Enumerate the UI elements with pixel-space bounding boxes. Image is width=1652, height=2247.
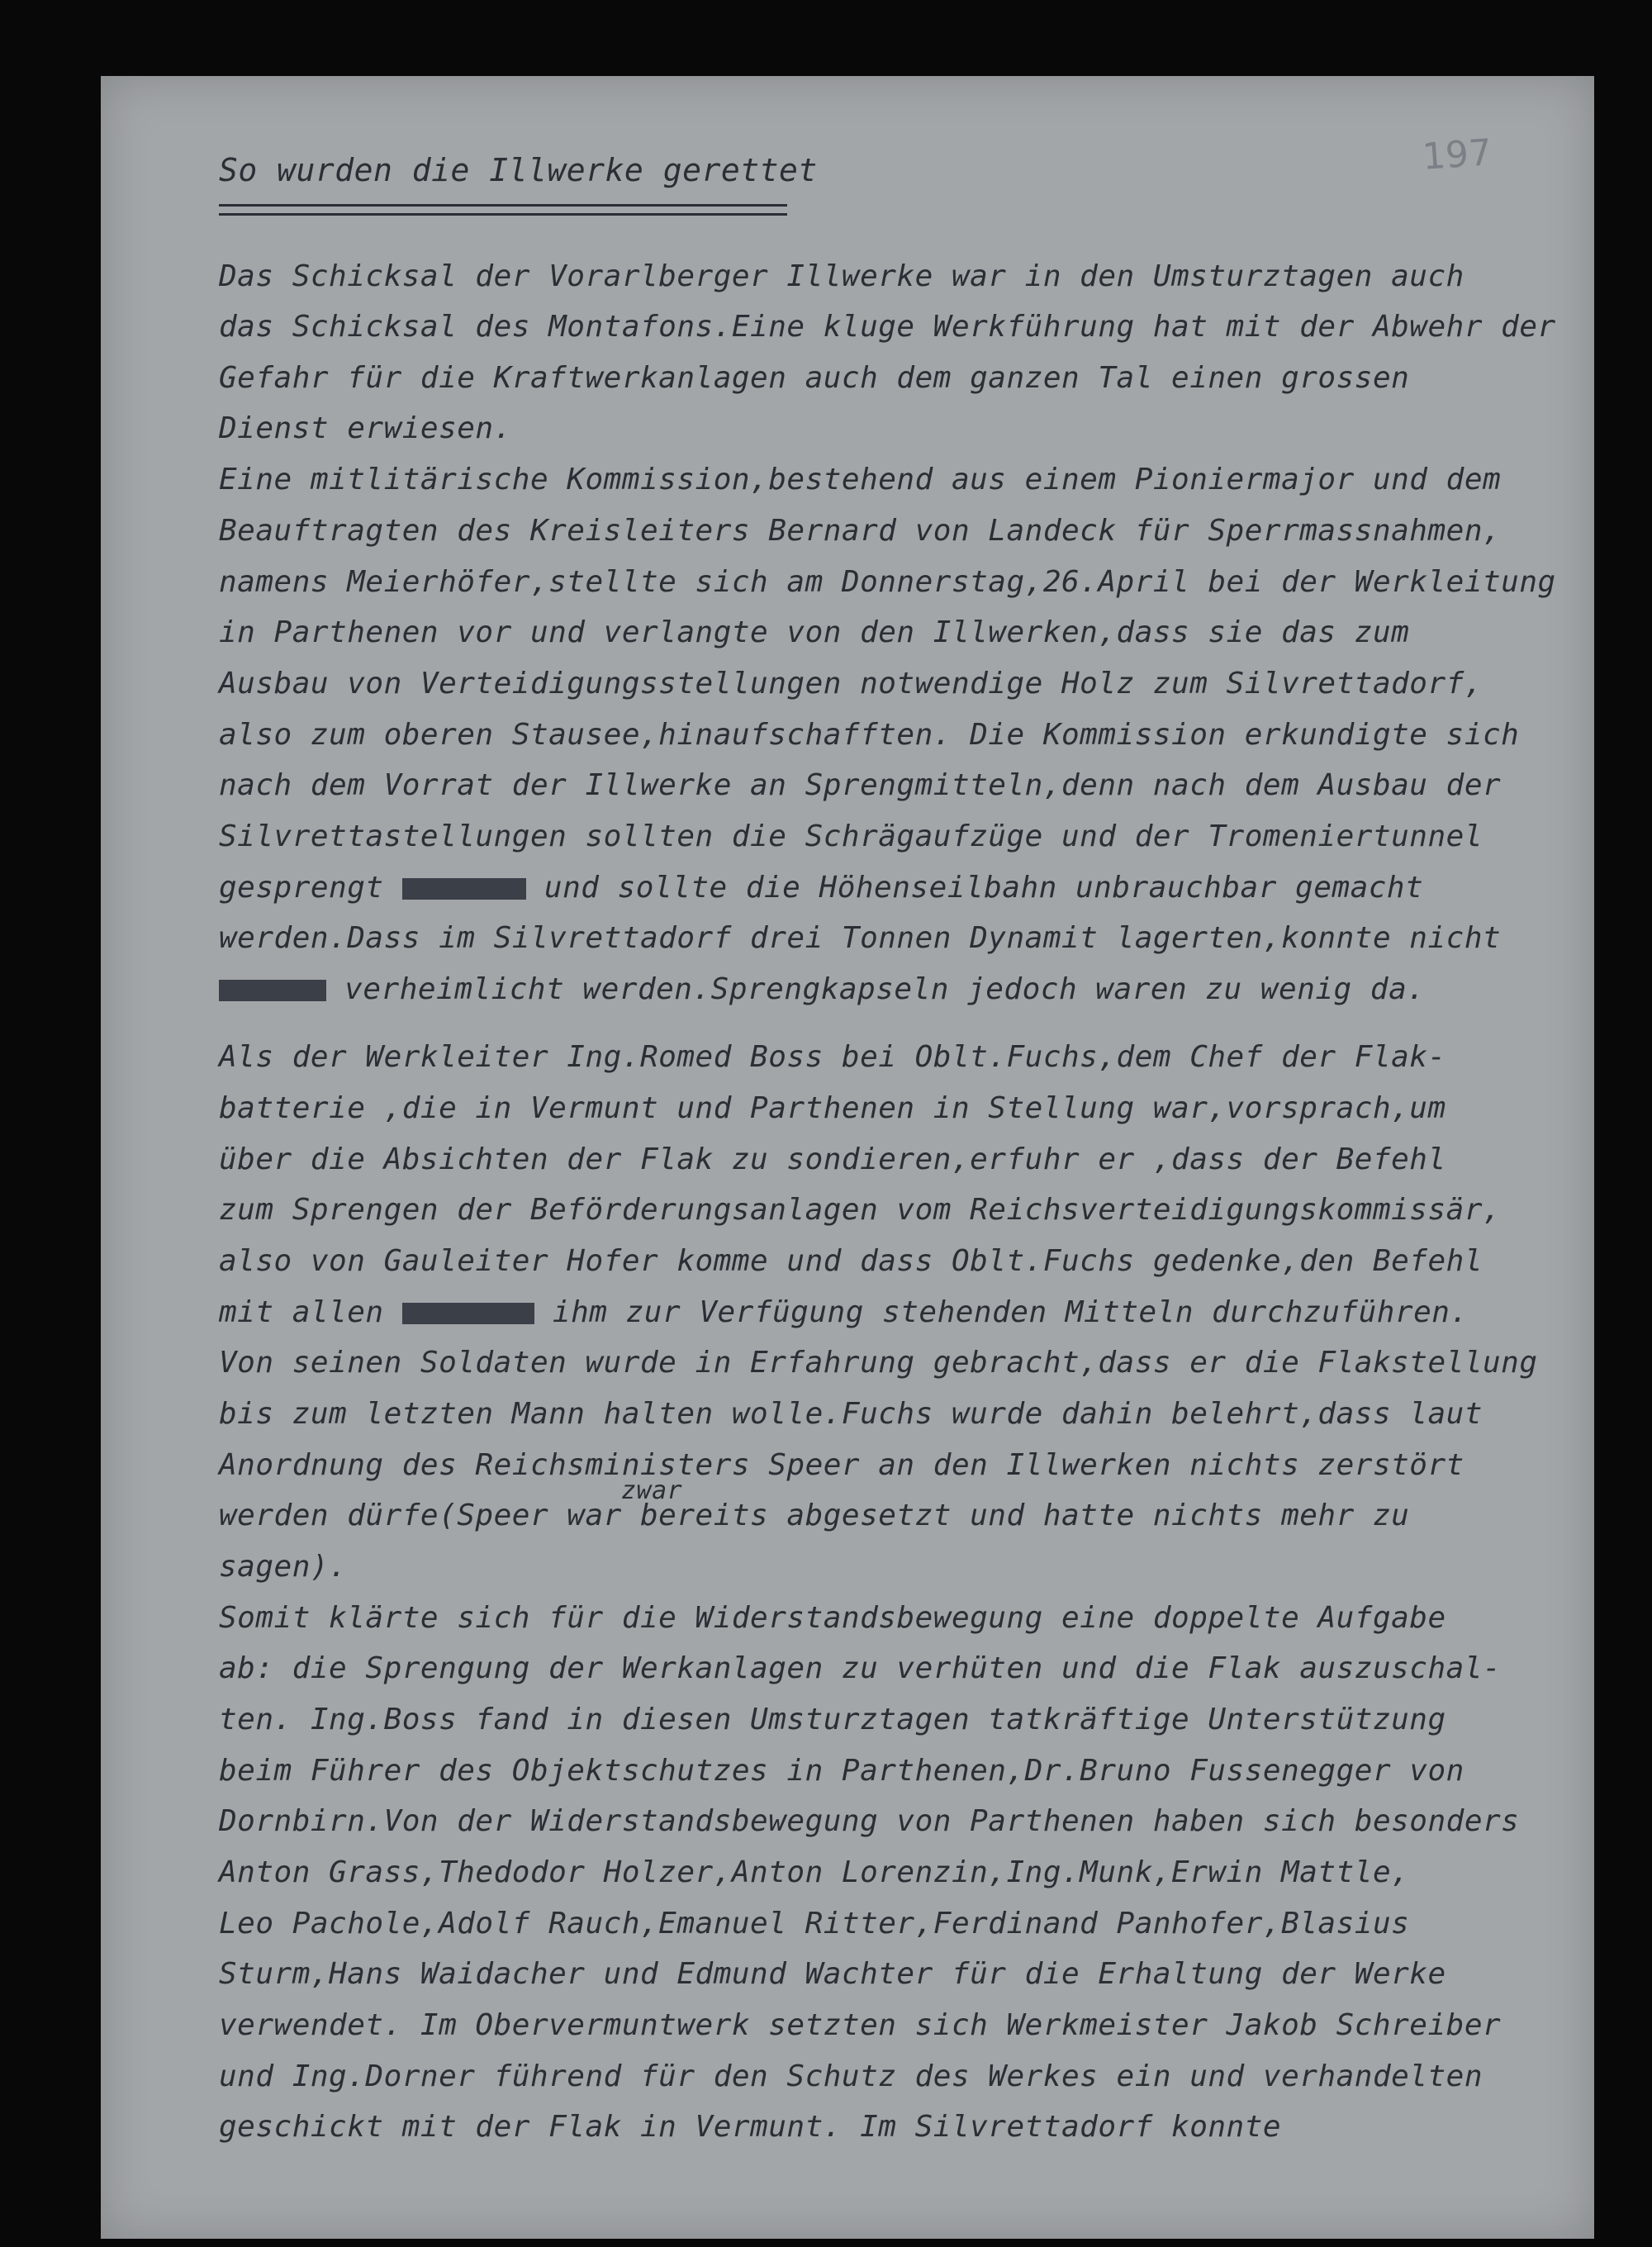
text-line-15-end: verheimlicht werden.Sprengkapseln jedoch waren zu wenig da.	[326, 972, 1426, 1006]
text-line-21	[219, 1295, 1469, 1330]
document-title: So wurden die Illwerke gerettet	[219, 152, 818, 188]
text-line-32: Anton Grass,Thedodor Holzer,Anton Lorenzin,Ing.Munk,Erwin Mattle,	[219, 1855, 1410, 1889]
text-line-22: Von seinen Soldaten wurde in Erfahrung gebracht,dass er die Flakstellung	[219, 1346, 1538, 1380]
text-line-20: also von Gauleiter Hofer komme und dass Oblt.Fuchs gedenke,den Befehl	[219, 1244, 1483, 1278]
text-line-35: verwendet. Im Obervermuntwerk setzten sich Werkmeister Jakob Schreiber	[219, 2008, 1502, 2042]
text-line-26: sagen).	[219, 1550, 348, 1584]
text-line-18: über die Absichten der Flak zu sondieren,erfuhr er ,dass der Befehl	[219, 1143, 1446, 1176]
text-line-21-end: ihm zur Verfügung stehenden Mitteln durchzuführen.	[534, 1295, 1469, 1329]
text-line-37: geschickt mit der Flak in Vermunt. Im Silvrettadorf konnte	[219, 2110, 1282, 2144]
page-number: 197	[1421, 131, 1493, 178]
text-line-17: batterie ,die in Vermunt und Parthenen in Stellung war,vorsprach,um	[219, 1091, 1446, 1125]
struck-through-word	[402, 1303, 534, 1324]
text-line-25: werden dürfe(Speer war bereits abgesetzt und hatte nichts mehr zu	[219, 1499, 1410, 1532]
text-line-2: das Schicksal des Montafons.Eine kluge Werkführung hat mit der Abwehr der	[219, 310, 1556, 344]
text-line-9: Ausbau von Verteidigungsstellungen notwendige Holz zum Silvrettadorf,	[219, 667, 1483, 701]
text-line-19: zum Sprengen der Beförderungsanlagen vom Reichsverteidigungskommissär,	[219, 1193, 1502, 1227]
text-line-4: Dienst erwiesen.	[219, 411, 512, 445]
text-line-10: also zum oberen Stausee,hinaufschafften. Die Kommission erkundigte sich	[219, 718, 1520, 752]
text-line-13-start: gesprengt	[219, 871, 402, 905]
text-line-15	[219, 972, 1425, 1007]
text-line-12: Silvrettastellungen sollten die Schrägaufzüge und der Tromeniertunnel	[219, 819, 1483, 853]
struck-through-word	[219, 980, 326, 1001]
text-line-24: Anordnung des Reichsministers Speer an den Illwerken nichts zerstört	[219, 1448, 1464, 1482]
text-line-6: Beauftragten des Kreisleiters Bernard von Landeck für Sperrmassnahmen,	[219, 514, 1502, 548]
text-line-14: werden.Dass im Silvrettadorf drei Tonnen Dynamit lagerten,konnte nicht	[219, 921, 1502, 955]
text-line-21-start: mit allen	[219, 1295, 402, 1329]
text-line-16: Als der Werkleiter Ing.Romed Boss bei Oblt.Fuchs,dem Chef der Flak-	[219, 1040, 1446, 1074]
text-line-31: Dornbirn.Von der Widerstandsbewegung von Parthenen haben sich besonders	[219, 1804, 1520, 1838]
text-line-28: ab: die Sprengung der Werkanlagen zu verhüten und die Flak auszuschal-	[219, 1651, 1502, 1685]
struck-through-word	[402, 878, 526, 900]
text-line-3: Gefahr für die Kraftwerkanlagen auch dem ganzen Tal einen grossen	[219, 361, 1410, 395]
text-line-13	[219, 871, 1423, 905]
text-line-8: in Parthenen vor und verlangte von den Illwerken,dass sie das zum	[219, 615, 1410, 649]
text-line-23: bis zum letzten Mann halten wolle.Fuchs wurde dahin belehrt,dass laut	[219, 1397, 1483, 1431]
document-page	[101, 76, 1594, 2239]
text-line-13-end: und sollte die Höhenseilbahn unbrauchbar gemacht	[525, 871, 1424, 905]
text-line-30: beim Führer des Objektschutzes in Parthenen,Dr.Bruno Fussenegger von	[219, 1754, 1464, 1788]
text-line-11: nach dem Vorrat der Illwerke an Sprengmitteln,denn nach dem Ausbau der	[219, 768, 1502, 802]
text-line-33: Leo Pachole,Adolf Rauch,Emanuel Ritter,Ferdinand Panhofer,Blasius	[219, 1907, 1410, 1941]
text-line-7: namens Meierhöfer,stellte sich am Donnerstag,26.April bei der Werkleitung	[219, 565, 1556, 599]
text-line-29: ten. Ing.Boss fand in diesen Umsturztagen tatkräftige Unterstützung	[219, 1703, 1446, 1736]
text-line-1: Das Schicksal der Vorarlberger Illwerke war in den Umsturztagen auch	[219, 259, 1464, 293]
text-line-27: Somit klärte sich für die Widerstandsbewegung eine doppelte Aufgabe	[219, 1601, 1446, 1635]
title-double-underline	[219, 204, 787, 216]
text-line-36: und Ing.Dorner führend für den Schutz des Werkes ein und verhandelten	[219, 2059, 1483, 2093]
interlinear-insert: zwar	[621, 1476, 683, 1505]
text-line-5: Eine mitlitärische Kommission,bestehend aus einem Pioniermajor und dem	[219, 463, 1502, 496]
text-line-34: Sturm,Hans Waidacher und Edmund Wachter für die Erhaltung der Werke	[219, 1957, 1446, 1991]
